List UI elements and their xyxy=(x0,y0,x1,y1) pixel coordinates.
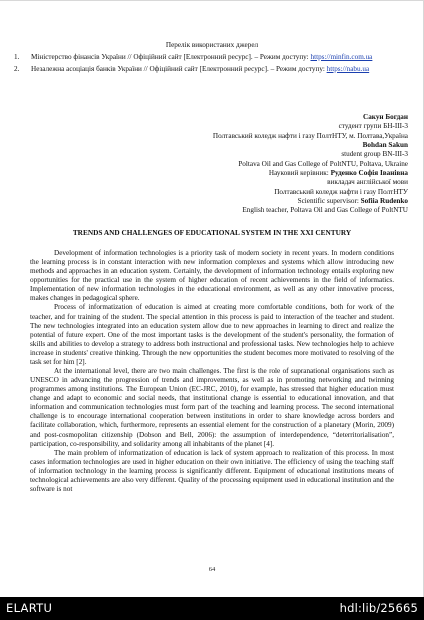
source-link[interactable]: https://nabu.ua xyxy=(326,65,370,73)
author-college-en: Poltava Oil and Gas College of PoltNTU, Poltava, Ukraine xyxy=(238,159,408,168)
paragraph: At the international level, there are two main challenges. The first is the role of supranational organisations such as UNESCO in advancing the progression of trends and improvements, as well as in promoting networking and twinning programmes among institutions. The European Union (EC-JRC, 2010), for example, has stressed that higher education must change and adapt to economic and social needs, that institutional change is essential to educational innovation, and that information and communication technologies must form part of the teaching and learning process. The second international challenge is to encourage international cooperation between institutions in order to share knowledge across borders and facilitate collaboration, which, furthermore, represents an essential element for the construction of a planetary (Morin, 2009) and post-cosmopolitan citizenship (Dobson and Bell, 2006): the assumption of interdependence, “deterritorialisation”, participation, co-responsibility, and solidarity among all inhabitants of the planet [4]. xyxy=(30,367,394,448)
source-number: 2. xyxy=(14,65,20,73)
repository-name: ELARTU xyxy=(6,601,53,615)
sources-list xyxy=(14,53,394,77)
author-name-en: Bohdan Sakun xyxy=(362,141,408,150)
supervisor-label-ua: Науковий керівник: xyxy=(268,169,331,178)
author-name-ua: Сакун Богдан xyxy=(363,113,408,121)
paragraph: Development of information technologies is a priority task of modern society in recent years. In modern conditions the learning process is in constant interaction with new information complexes and systems which allow introducing new methods and approaches in an education system. Certainly, the development of information technology entails exploring new opportunities for the practical use in the system of higher education of recent achievements in the field of informatics. Implementation of new information technologies in the educational environment, as well as any other innovative process, makes changes in pedagogical sphere. xyxy=(30,249,394,303)
author-group-ua: студент групи БН-ІІІ-3 xyxy=(338,122,408,131)
source-body xyxy=(31,65,394,74)
supervisor-ua xyxy=(78,169,408,178)
supervisor-position-en: English teacher, Poltava Oil and Gas College of PoltNTU xyxy=(242,206,408,215)
handle-identifier: hdl:lib/25665 xyxy=(339,601,418,615)
supervisor-name-en: Sofiia Rudenko xyxy=(360,197,408,206)
source-item xyxy=(14,65,394,74)
supervisor-en xyxy=(78,197,408,206)
source-body xyxy=(31,53,394,62)
source-text: Міністерство фінансів України // Офіційний сайт [Електронний ресурс]. – Режим доступу: xyxy=(31,53,309,61)
page-number: 64 xyxy=(208,566,216,573)
paragraph: Process of informatization of education is aimed at creating more comfortable conditions, both for work of the teacher, and for training of the student. The special attention in this process is paid to interaction of the teacher and student. The new technologies integrated into an education system allow due to new approaches in learning to direct and realize the potential of future expert. One of the most important tasks is the development of the student's personality, the formation of skills and abilities to develop a strategy to address both instructional and professional tasks. New technologies help to achieve increase in students' creative thinking. Through the new opportunities the student becomes more motivated to resolving of the task set for him [2]. xyxy=(30,303,394,366)
source-link[interactable]: https://minfin.com.ua xyxy=(310,53,373,61)
supervisor-label-en: Scientific supervisor: xyxy=(297,197,361,206)
article-title: TRENDS AND CHALLENGES OF EDUCATIONAL SYSTEM IN THE XXI CENTURY xyxy=(72,228,352,237)
author-college-ua: Полтавський коледж нафти і газу ПолтНТУ, м. Полтава,Україна xyxy=(212,131,408,140)
supervisor-college-ua: Полтавський коледж нафти і газу ПолтНТУ xyxy=(274,187,408,196)
source-number: 1. xyxy=(14,53,20,61)
repository-footer-bar xyxy=(0,597,424,620)
sources-heading: Перелік використаних джерел xyxy=(165,41,259,49)
author-group-en: student group BN-III-3 xyxy=(341,150,408,159)
author-block xyxy=(78,113,408,216)
paragraph: The main problem of informatization of education is lack of system approach to realization of this process. In most cases information technologies are used in higher education on their own initiative. The efficiency of using the teaching staff of information technology in the learning process is significantly different. Equipment of educational institutions means of technological achievements are also very different. Quality of the processing equipment used in educational institution and the software is not xyxy=(30,448,394,494)
supervisor-position-ua: викладач англійської мови xyxy=(327,178,408,187)
source-text: Незалежна асоціація банків України // Офіційний сайт [Електронний ресурс]. – Режим доступу: xyxy=(31,65,325,73)
article-body xyxy=(30,249,394,494)
supervisor-name-ua: Руденко Софія Іванівна xyxy=(330,169,408,178)
source-item xyxy=(14,53,394,62)
